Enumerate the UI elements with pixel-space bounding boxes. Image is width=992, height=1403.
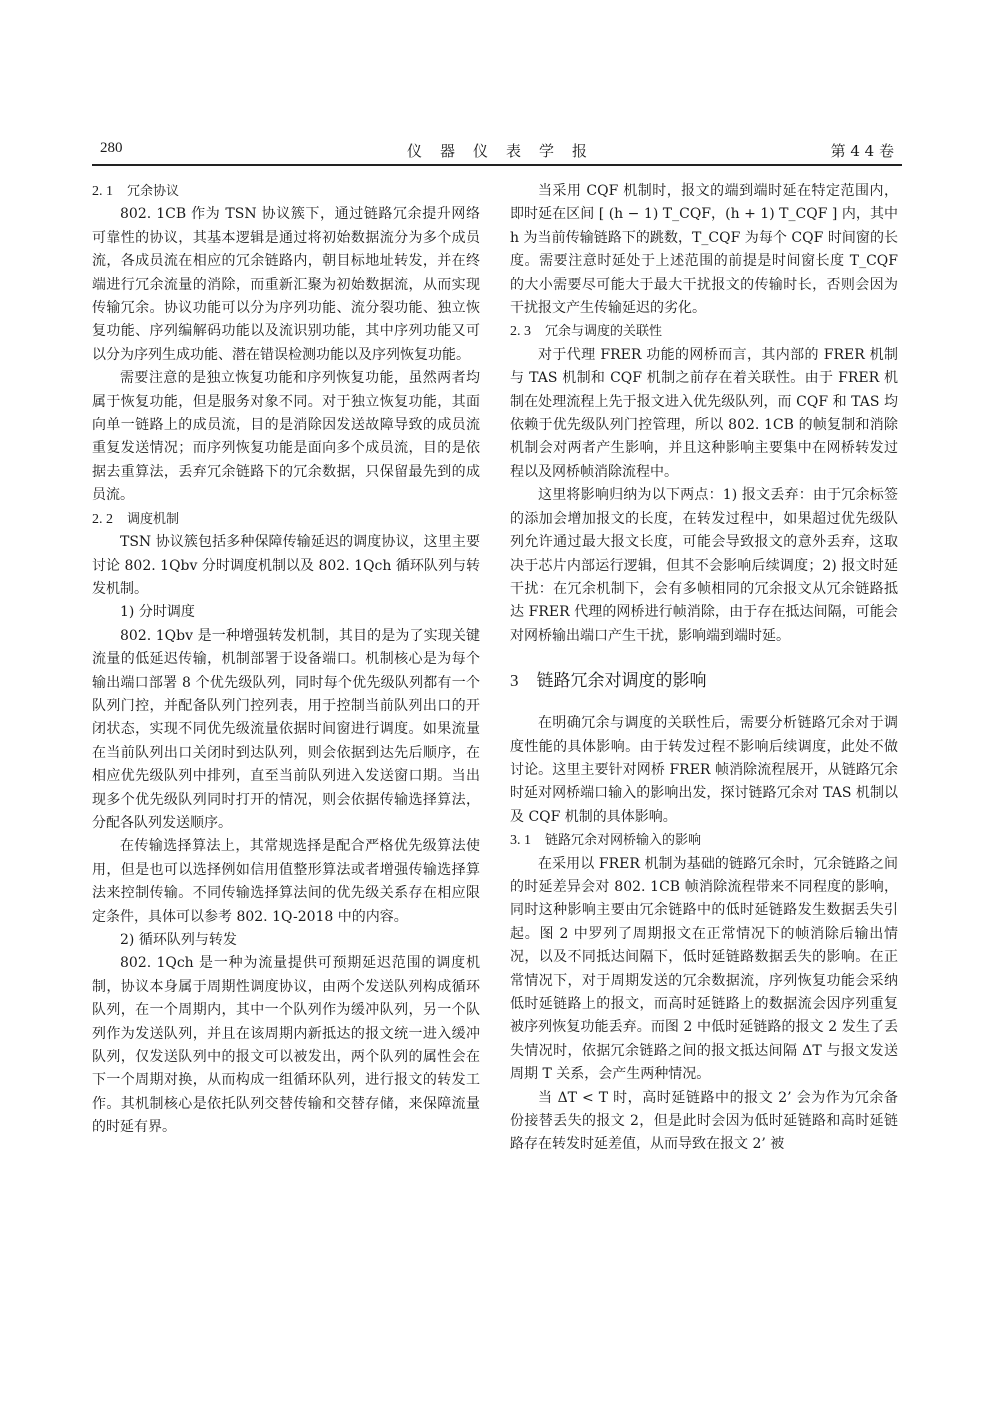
page-number: 280 [100,140,123,156]
section-number: 3 [510,671,519,691]
paragraph: 802. 1Qch 是一种为流量提供可预期延迟范围的调度机制，协议本身属于周期性调度协议，由两个发送队列构成循环队列，在一个周期内，其中一个队列作为缓冲队列，另一个队列作为发送队列，并且在该周期内新抵达的报文统一进入缓冲队列，仅发送队列中的报文可以被发出，两个队列的属性会在下一个周期对换，从而构成一组循环队列，进行报文的转发工作。其机制核心是依托队列交替传输和交替存储，来保障流量的时延有界。 [92,955,480,1136]
section-number: 3. 1 [510,833,531,849]
left-column [92,180,480,1140]
paragraph: 这里将影响归纳为以下两点：1) 报文丢弃：由于冗余标签的添加会增加报文的长度，在转发过程中，如果超过优先级队列允许通过最大报文长度，可能会导致报文的意外丢弃，这取决于芯片内部运行逻辑，但其不会影响后续调度；2) 报文时延干扰：在冗余机制下，会有多帧相同的冗余报文从冗余链路抵达 FRER 代理的网桥进行帧消除，由于存在抵达间隔，可能会对网桥输出端口产生干扰，影响端到端时延。 [510,487,898,644]
section-number: 2. 2 [92,511,113,527]
section-title: 冗余协议 [127,184,180,199]
paragraph: 需要注意的是独立恢复功能和序列恢复功能，虽然两者均属于恢复功能，但是服务对象不同。对于独立恢复功能，其面向单一链路上的成员流，目的是消除因发送故障导致的成员流重复发送情况；而序列恢复功能是面向多个成员流，目的是依据去重算法，丢弃冗余链路下的冗余数据，只保留最先到的成员流。 [92,370,480,504]
list-item-heading: 2) 循环队列与转发 [120,932,237,948]
section-title: 链路冗余对网桥输入的影响 [545,833,702,849]
paragraph: 802. 1Qbv 是一种增强转发机制，其目的是为了实现关键流量的低延迟传输，机制部署于设备端口。机制核心是为每个输出端口部署 8 个优先级队列，同时每个优先级队列都有一个队列门控，并配备队列门控列表，用于控制当前队列出口的开闭状态，实现不同优先级流量依据时间窗进行调度。如果流量在当前队列出口关闭时到达队列，则会依据到达先后顺序，在相应优先级队列中排列，直至当前队列进入发送窗口期。当出现多个优先级队列同时打开的情况，则会依据传输选择算法，分配各队列发送顺序。 [92,627,480,831]
list-item-heading: 1) 分时调度 [120,604,195,621]
paragraph: TSN 协议簇包括多种保障传输延迟的调度协议，这里主要讨论 802. 1Qbv 分时调度机制以及 802. 1Qch 循环队列与转发机制。 [92,534,480,597]
section-heading-2-1 [92,180,480,203]
paragraph: 802. 1CB 作为 TSN 协议簇下，通过链路冗余提升网络可靠性的协议，其基本逻辑是通过将初始数据流分为多个成员流，各成员流在相应的冗余链路内，朝目标地址转发，并在终端进行冗余流量的消除，而重新汇聚为初始数据流，从而实现传输冗余。协议功能可以分为序列功能、流分裂功能、独立恢复功能、序列编解码功能以及流识别功能，其中序列功能又可以分为序列生成功能、潜在错误检测功能以及序列恢复功能。 [92,206,480,363]
page-header [92,140,902,166]
section-number: 2. 3 [510,324,531,340]
section-heading-2-2 [92,508,480,531]
section-heading-2-3 [510,320,898,343]
section-title: 调度机制 [127,511,180,527]
section-heading-3 [510,666,898,696]
volume-label: 第 4 4 卷 [830,142,894,160]
paragraph: 当 ΔT < T 时，高时延链路中的报文 2’ 会为作为冗余备份接替丢失的报文 2，但是此时会因为低时延链路和高时延链路存在转发时延差值，从而导致在报文 2’ 被 [510,1089,898,1153]
section-heading-3-1 [510,829,898,852]
paragraph: 在传输选择算法上，其常规选择是配合严格优先级算法使用，但是也可以选择例如信用值整形算法或者增强传输选择算法来控制传输。不同传输选择算法间的优先级关系存在相应限定条件，具体可以参考 802. 1Q-2018 中的内容。 [92,838,480,925]
journal-title: 仪器仪表学报 [406,142,605,160]
paragraph: 当采用 CQF 机制时，报文的端到端时延在特定范围内，即时延在区间 [ (h − 1) T_CQF，(h + 1) T_CQF ] 内，其中 h 为当前传输链路下的跳数，T_CQF 为每个 CQF 时间窗的长度。需要注意时延处于上述范围的前提是时间窗长度 T_CQF 的大小需要尽可能大于最大干扰报文的传输时长，否则会因为干扰报文产生传输延迟的劣化。 [510,183,898,317]
section-title: 冗余与调度的关联性 [545,324,663,340]
section-title: 链路冗余对调度的影响 [536,671,707,692]
section-number: 2. 1 [92,184,113,199]
paragraph: 对于代理 FRER 功能的网桥而言，其内部的 FRER 机制与 TAS 机制和 CQF 机制之前存在着关联性。由于 FRER 机制在处理流程上先于报文进入优先级队列，而 CQF 和 TAS 均依赖于优先级队列门控管理，所以 802. 1CB 的帧复制和消除机制会对两者产生影响，并且这种影响主要集中在网桥转发过程以及网桥帧消除流程中。 [510,346,898,480]
header-rule [92,164,902,166]
paragraph: 在采用以 FRER 机制为基础的链路冗余时，冗余链路之间的时延差异会对 802. 1CB 帧消除流程带来不同程度的影响，同时这种影响主要由冗余链路中的低时延链路发生数据丢失引起。图 2 中罗列了周期报文在正常情况下的帧消除后输出情况，以及不同抵达间隔下，低时延链路数据丢失的影响。在正常情况下，对于周期发送的冗余数据流，序列恢复功能会采纳低时延链路上的报文，而高时延链路上的数据流会因序列重复被序列恢复功能丢弃。而图 2 中低时延链路的报文 2 发生了丢失情况时，依据冗余链路之间的报文抵达间隔 ΔT 与报文发送周期 T 关系，会产生两种情况。 [510,855,898,1083]
paragraph: 在明确冗余与调度的关联性后，需要分析链路冗余对于调度性能的具体影响。由于转发过程不影响后续调度，此处不做讨论。这里主要针对网桥 FRER 帧消除流程展开，从链路冗余时延对网桥端口输入的影响出发，探讨链路冗余对 TAS 机制以及 CQF 机制的具体影响。 [510,715,898,825]
right-column [510,180,898,1157]
